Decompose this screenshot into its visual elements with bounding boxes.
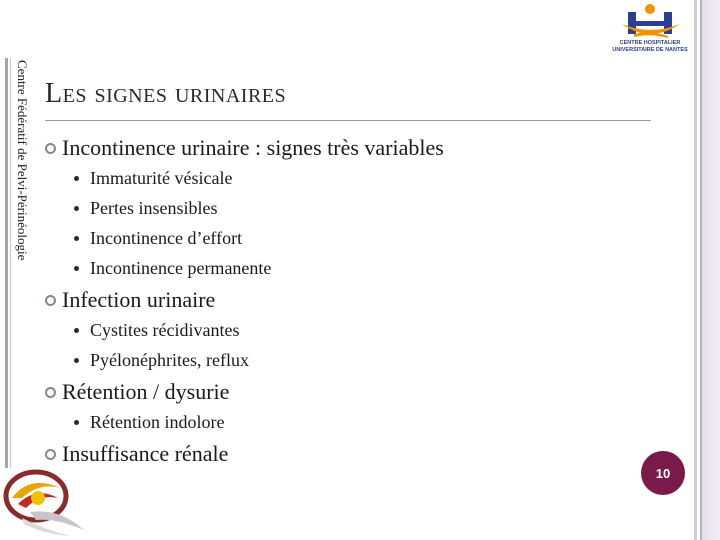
dot-bullet-icon bbox=[74, 358, 79, 363]
sub-bullet-item bbox=[45, 407, 645, 437]
sub-bullet-text: Immaturité vésicale bbox=[90, 168, 233, 188]
sub-bullet-item bbox=[45, 315, 645, 345]
bullet-text: Rétention / dysurie bbox=[62, 379, 230, 404]
bullet-text: Insuffisance rénale bbox=[62, 441, 229, 466]
bullet-item bbox=[45, 439, 645, 469]
title-underline bbox=[45, 120, 651, 121]
dot-bullet-icon bbox=[74, 420, 79, 425]
left-vertical-rule bbox=[5, 58, 8, 468]
sub-bullet-text: Pertes insensibles bbox=[90, 198, 218, 218]
sub-bullet-text: Incontinence d’effort bbox=[90, 228, 243, 248]
slide-title: Les signes urinaires bbox=[45, 78, 287, 109]
sub-bullet-item bbox=[45, 223, 645, 253]
ring-bullet-icon bbox=[45, 295, 56, 306]
ring-bullet-icon bbox=[45, 449, 56, 460]
sub-bullet-item bbox=[45, 193, 645, 223]
right-border-line bbox=[700, 0, 702, 540]
bullet-text: Infection urinaire bbox=[62, 287, 216, 312]
dot-bullet-icon bbox=[74, 206, 79, 211]
dot-bullet-icon bbox=[74, 236, 79, 241]
sub-bullet-text: Pyélonéphrites, reflux bbox=[90, 350, 249, 370]
sub-bullet-text: Cystites récidivantes bbox=[90, 320, 240, 340]
logo-line-2: UNIVERSITAIRE DE NANTES bbox=[612, 47, 688, 53]
sub-bullet-text: Incontinence permanente bbox=[90, 258, 272, 278]
pelvi-perineologie-logo-icon bbox=[0, 468, 90, 540]
dot-bullet-icon bbox=[74, 328, 79, 333]
right-decorative-border bbox=[688, 0, 720, 540]
dot-bullet-icon bbox=[74, 176, 79, 181]
sub-bullet-text: Rétention indolore bbox=[90, 412, 225, 432]
sub-bullet-item bbox=[45, 253, 645, 283]
bullet-item bbox=[45, 377, 645, 407]
bullet-item bbox=[45, 285, 645, 315]
bullet-item bbox=[45, 133, 645, 163]
ring-bullet-icon bbox=[45, 387, 56, 398]
ring-bullet-icon bbox=[45, 143, 56, 154]
left-vertical-rule-thin bbox=[10, 58, 11, 468]
sub-bullet-item bbox=[45, 163, 645, 193]
bullet-list bbox=[45, 131, 645, 469]
chu-nantes-logo-text bbox=[606, 40, 694, 54]
dot-bullet-icon bbox=[74, 266, 79, 271]
side-vertical-text: Centre Fédératif de Pelvi-Périnéologie bbox=[15, 60, 30, 261]
sub-bullet-item bbox=[45, 345, 645, 375]
logo-line-1: CENTRE HOSPITALIER bbox=[619, 40, 681, 46]
page-number-badge: 10 bbox=[641, 451, 685, 495]
bullet-text: Incontinence urinaire : signes très variables bbox=[62, 135, 444, 160]
